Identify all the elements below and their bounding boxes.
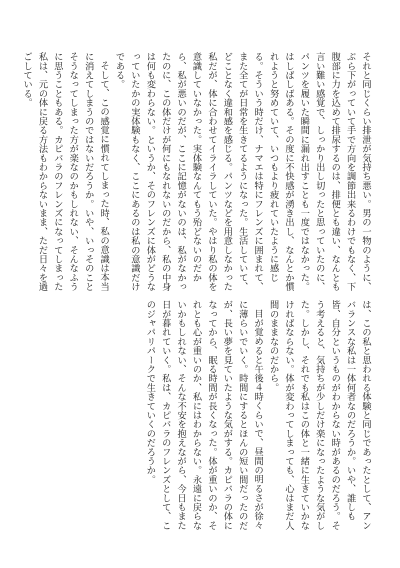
lower-paragraph-2: 目が覚めると午後４時くらいで、昼間の明るさが徐々に薄らいでいく。時間にするとほんの短い間だったのだが、長い夢を見ていたような気がする。カピバラの体になってから、眠る時間が長くなった。体が重いのか、それとも心が重いのか、私にはわからない。永遠に戻らないかもしれない、そんな不安を抱えながら、今日もまた日が暮れていく。私は、カピバラのフレンズとして、このジャパリパークで生きていくのだろうか。 xyxy=(144,300,264,530)
upper-paragraph-1: それと同じくらい排泄が気持ち悪い。男の一物のように、ぶら下がっていて手で方向を調節出来るわけでもなく、下腹部に力を込めて排尿するのは、排便とも違い、なんとも言い難い感覚で、しっかり出し切ったと思っていたのに、パンツを履いた瞬間に漏れ出すことも一度ではなかった。はしばしばある。その度に不快感が湧き出し、なんとか慣れようと努めていて、いつもより疲れていたように感じる。そういう時だけ、ナマエは特にフレンズに囲まれて、また全てが日常を生きてるようになった。生活していて、どことなく違和感を感じる。パンツなどを用意しなかった私だが、体に合わせてイライラしていた。やはり私の体を意識していなかった。実体験なんてもう殆どないのだから、私が悪いのだが、ここに記憶がないのは、私がなかったのに、この体だけが何にもなれないのだから、私の中身は何も変わらない。というか、そのフレンズに体がどうなっていたかの実体験もなく、ここにあるのは私の意識だけである。 xyxy=(113,52,371,292)
lower-text-block xyxy=(25,300,373,532)
lower-paragraph-1: は、この私と思われる体験と同じであったとして、アンバランスな私は一体何者なのだろうか。いや、誰しも皆、自分というものがわからない時があるのだろう。そう考えると、気持ちが少しだけ楽になったような気がした。しかし、それでも私はこの体と一緒に生きていかなければならない。体が変わってしまっても、心はまだ人間のままなのだから。 xyxy=(267,300,371,530)
upper-text-block xyxy=(21,52,373,297)
upper-paragraph-2: そして、この感覚に慣れてしまった時、私の意識は本当に消えてしまうのではないだろうか。いや、いっそのことそうなってしまった方が楽なのかもしれない、そんなふうに思うこともある。カピバラのフレンズになってしまった私は、元の体に戻る方法もわからないまま、ただ日々を過ごしている。 xyxy=(21,52,110,292)
